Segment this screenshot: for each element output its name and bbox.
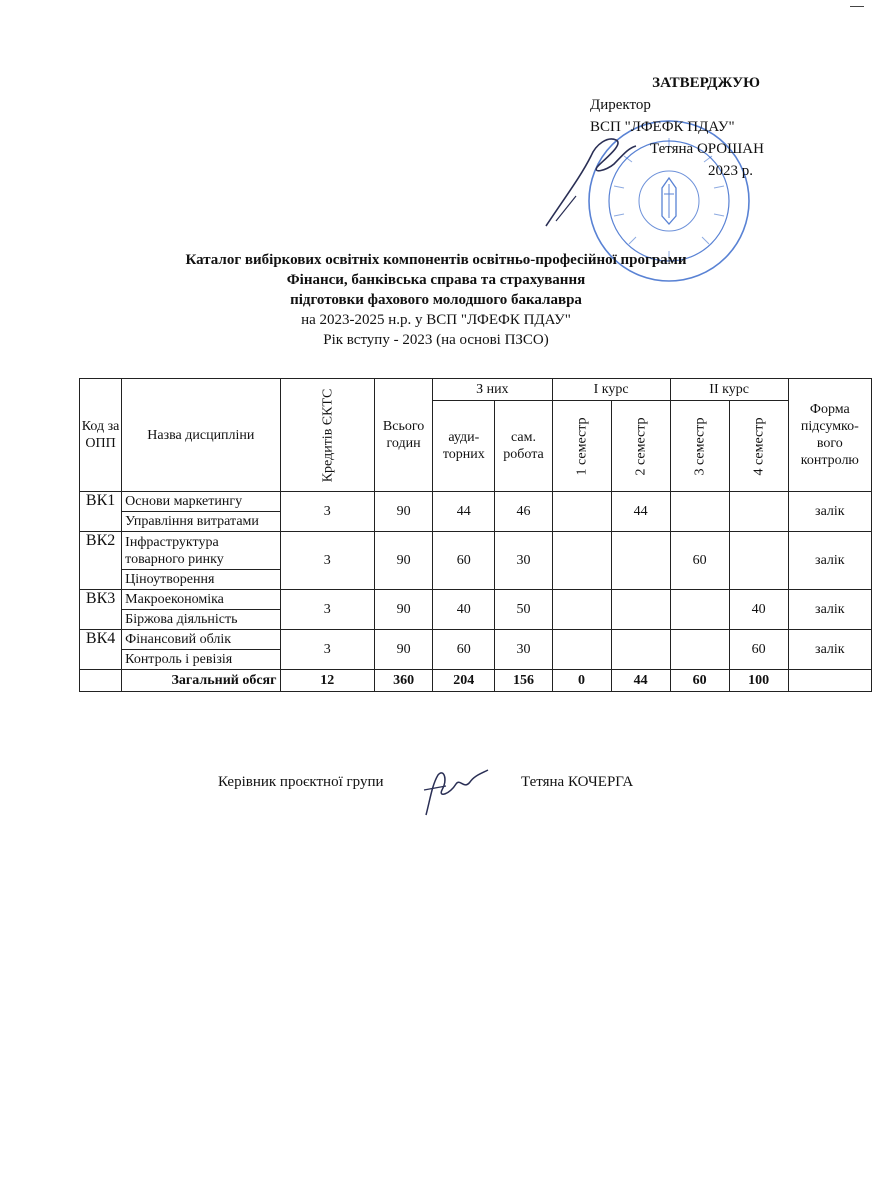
semester-1-cell [552,492,611,532]
hours-cell: 90 [375,492,433,532]
header-semester-1 [552,401,611,492]
self-work-cell: 50 [495,590,552,630]
code-cell: ВК4 [80,630,122,670]
heading-program: Фінанси, банківська справа та страхування [286,272,586,288]
header-semester-4 [729,401,788,492]
self-work-cell: 30 [495,532,552,590]
total-row [80,670,872,692]
semester-3-cell: 60 [670,532,729,590]
footer-role: Керівник проєктної групи [218,774,384,790]
header-semester-3 [670,401,729,492]
discipline-name: Біржова діяльність [122,610,280,630]
total-semester-4: 100 [729,670,788,692]
header-semester-2-text: 2 семестр [633,416,649,476]
semester-4-cell: 60 [729,630,788,670]
credits-cell: 3 [280,532,375,590]
total-hours: 360 [375,670,433,692]
hours-cell: 90 [375,630,433,670]
approval-position: Директор [590,97,651,113]
total-semester-1: 0 [552,670,611,692]
discipline-name: Контроль і ревізія [122,650,280,670]
approval-title: ЗАТВЕРДЖУЮ [652,75,760,91]
heading-qualification: підготовки фахового молодшого бакалавра [290,292,582,308]
heading-catalog: Каталог вибіркових освітніх компонентів освітньо-професійної програми [185,252,687,268]
code-cell: ВК1 [80,492,122,532]
total-semester-2: 44 [611,670,670,692]
header-name: Назва дисципліни [122,379,280,492]
header-course-1: І курс [552,379,670,401]
disciplines-table [79,378,872,692]
discipline-name: Фінансовий облік [122,630,280,650]
semester-2-cell [611,532,670,590]
hours-cell: 90 [375,532,433,590]
credits-cell: 3 [280,590,375,630]
semester-2-cell [611,590,670,630]
semester-1-cell [552,590,611,630]
approval-date: 2023 р. [708,163,753,179]
auditory-cell: 40 [433,590,495,630]
code-cell: ВК3 [80,590,122,630]
header-code: Код за ОПП [80,379,122,492]
header-self-work: сам. робота [495,401,552,492]
header-total-hours: Всього годин [375,379,433,492]
auditory-cell: 60 [433,532,495,590]
semester-3-cell [670,590,729,630]
footer-name: Тетяна КОЧЕРГА [521,774,634,790]
header-control-form: Форма підсумко-вого контролю [788,379,871,492]
semester-2-cell: 44 [611,492,670,532]
semester-3-cell [670,492,729,532]
header-credits-text: Кредитів ЄКТС [319,388,335,482]
semester-4-cell [729,532,788,590]
credits-cell: 3 [280,492,375,532]
discipline-name: Інфраструктура товарного ринку [122,532,280,570]
credits-cell: 3 [280,630,375,670]
hours-cell: 90 [375,590,433,630]
semester-3-cell [670,630,729,670]
total-semester-3: 60 [670,670,729,692]
approval-director-name: Тетяна ОРОШАН [650,141,764,157]
discipline-name: Основи маркетингу [122,492,280,512]
header-semester-1-text: 1 семестр [574,416,590,476]
header-semester-2 [611,401,670,492]
auditory-cell: 44 [433,492,495,532]
approval-organization: ВСП "ЛФЕФК ПДАУ" [590,119,735,135]
self-work-cell: 30 [495,630,552,670]
table-row [80,590,872,610]
total-credits: 12 [280,670,375,692]
header-of-them: З них [433,379,552,401]
discipline-name: Ціноутворення [122,570,280,590]
self-work-cell: 46 [495,492,552,532]
header-course-2: ІІ курс [670,379,788,401]
semester-4-cell [729,492,788,532]
group-leader-signature [416,760,506,820]
discipline-name: Управління витратами [122,512,280,532]
semester-1-cell [552,630,611,670]
total-empty-cell [80,670,122,692]
total-auditory: 204 [433,670,495,692]
table-row [80,492,872,512]
semester-1-cell [552,532,611,590]
scan-mark [850,6,864,7]
control-form-cell: залік [788,630,871,670]
heading-entry-year: Рік вступу - 2023 (на основі ПЗСО) [323,332,549,348]
heading-years: на 2023-2025 н.р. у ВСП "ЛФЕФК ПДАУ" [301,312,571,328]
document-heading [0,250,872,350]
header-auditory: ауди-торних [433,401,495,492]
code-cell: ВК2 [80,532,122,590]
total-self-work: 156 [495,670,552,692]
header-semester-4-text: 4 семестр [751,416,767,476]
table-row [80,630,872,650]
total-label: Загальний обсяг [122,670,280,692]
control-form-cell: залік [788,492,871,532]
control-form-cell: залік [788,590,871,630]
total-empty-cell [788,670,871,692]
table-row [80,532,872,570]
auditory-cell: 60 [433,630,495,670]
approval-block [590,72,790,182]
semester-4-cell: 40 [729,590,788,630]
control-form-cell: залік [788,532,871,590]
semester-2-cell [611,630,670,670]
header-semester-3-text: 3 семестр [692,416,708,476]
header-credits [280,379,375,492]
discipline-name: Макроекономіка [122,590,280,610]
